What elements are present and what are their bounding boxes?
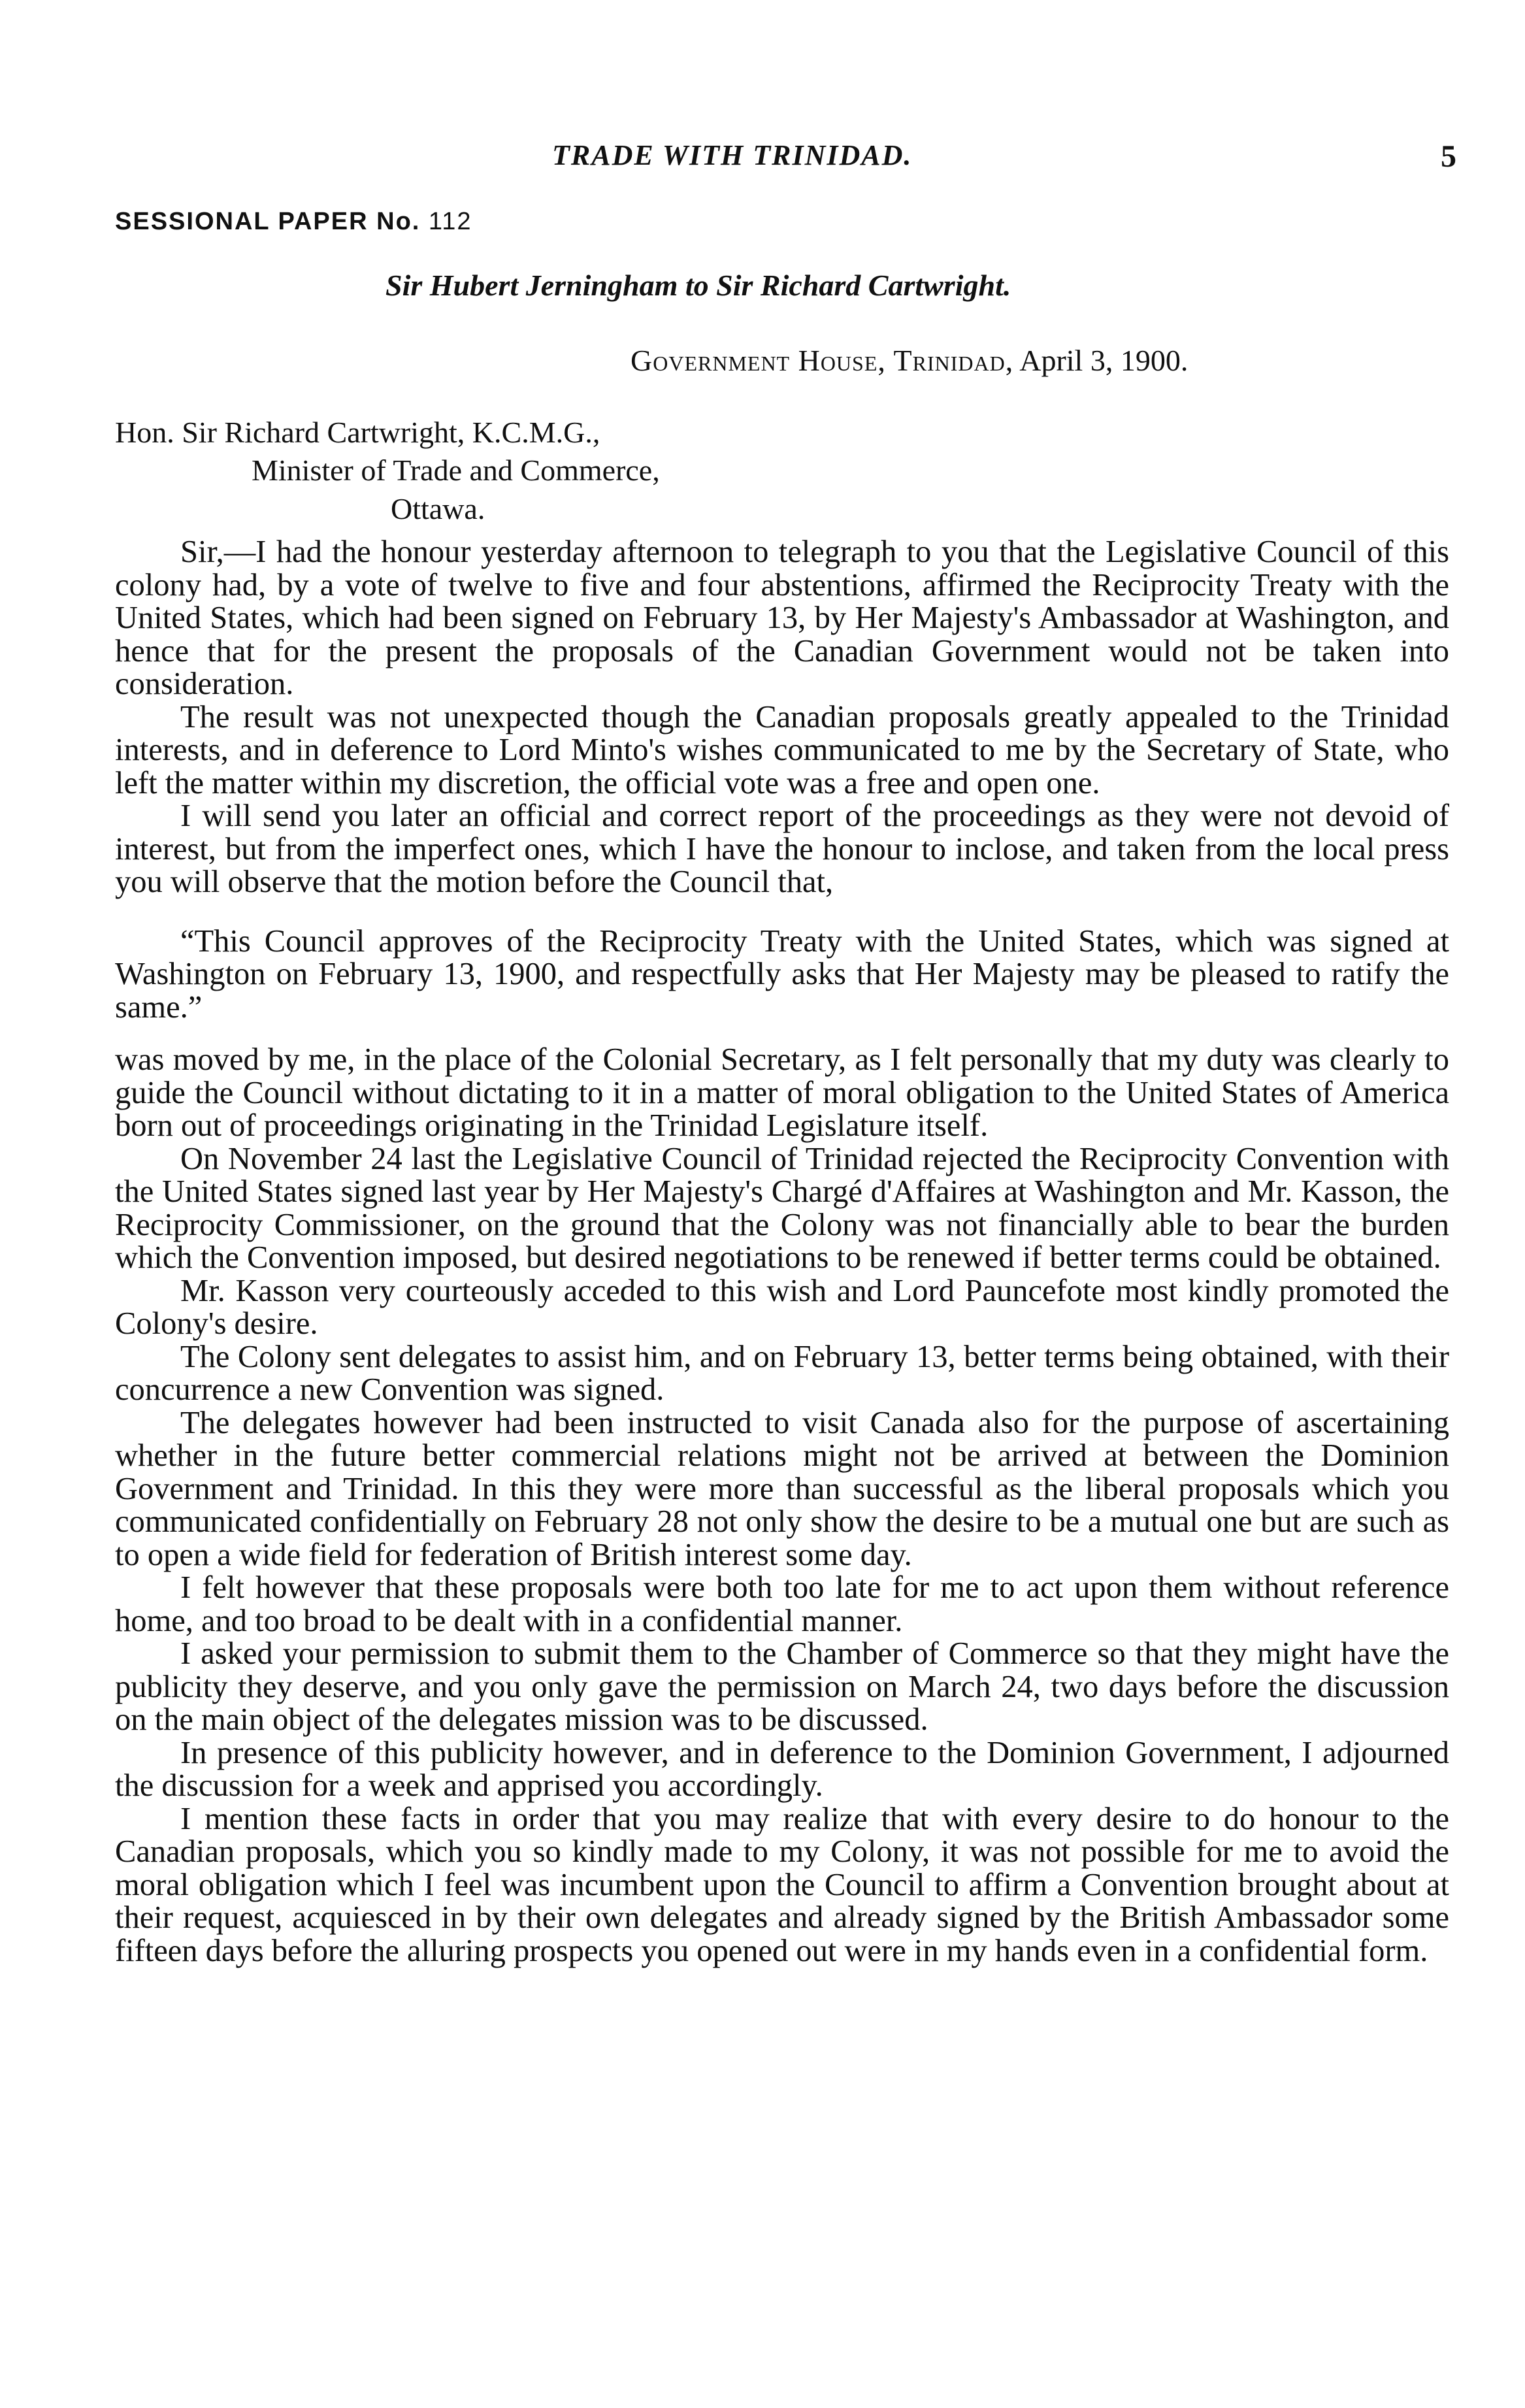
running-title: TRADE WITH TRINIDAD. xyxy=(552,139,913,171)
addressee-line-3: Ottawa. xyxy=(391,492,485,525)
paragraph: The result was not unexpected though the Canadian proposals greatly appealed to the Trinidad interests, and in deference to Lord Minto's wishes communicated to me by the Secretary of State, who left the matter within my discretion, the official vote was a free and open one. xyxy=(115,699,1449,800)
paragraph: I asked your permission to submit them to the Chamber of Commerce so that they might have the publicity they deserve, and you only gave the permission on March 24, two days before the discussion on the main object of the delegates mission was to be discussed. xyxy=(115,1636,1449,1737)
dateline-date: April 3, 1900. xyxy=(1019,344,1189,377)
paragraph: The delegates however had been instructed to visit Canada also for the purpose of ascertaining whether in the future better commercial relations might not be arrived at between the Dominion Government and Trinidad. In this they were more than successful as the liberal proposals which you communicated confidentially on February 28 not only show the desire to be a mutual one but are such as to open a wide field for federation of British interest some day. xyxy=(115,1405,1449,1572)
paragraph: On November 24 last the Legislative Council of Trinidad rejected the Reciprocity Convention with the United States signed last year by Her Majesty's Chargé d'Affaires at Washington and Mr. Kasson, the Reciprocity Commissioner, on the ground that the Colony was not financially able to bear the burden which the Convention imposed, but desired negotiations to be renewed if better terms could be obtained. xyxy=(115,1141,1449,1275)
paragraph: The Colony sent delegates to assist him, and on February 13, better terms being obtained, with their concurrence a new Convention was signed. xyxy=(115,1339,1449,1407)
paragraph: In presence of this publicity however, and in deference to the Dominion Government, I adjourned the discussion for a week and apprised you accordingly. xyxy=(115,1735,1449,1803)
paragraph: I mention these facts in order that you may realize that with every desire to do honour to the Canadian proposals, which you so kindly made to my Colony, it was not possible for me to avoid the moral obligation which I feel was incumbent upon the Council to affirm a Convention brought about at their request, acquiesced in by their own delegates and already signed by the British Ambassador some fifteen days before the alluring prospects you opened out were in my hands even in a confidential form. xyxy=(115,1801,1449,1968)
quoted-motion: “This Council approves of the Reciprocity Treaty with the United States, which was signed at Washington on February 13, 1900, and respectfully asks that Her Majesty may be pleased to ratify the same.” xyxy=(115,923,1449,1025)
sessional-number: 112 xyxy=(428,208,472,235)
paragraph-continuation: was moved by me, in the place of the Colonial Secretary, as I felt personally that my duty was clearly to guide the Council without dictating to it in a matter of moral obligation to the United States of America born out of proceedings originating in the Trinidad Legislature itself. xyxy=(115,1042,1449,1143)
addressee-line-2: Minister of Trade and Commerce, xyxy=(252,454,660,487)
addressee-line-1: Hon. Sir Richard Cartwright, K.C.M.G., xyxy=(115,416,600,449)
sessional-label-text: SESSIONAL PAPER No. xyxy=(115,208,421,235)
paragraph: I will send you later an official and correct report of the proceedings as they were not devoid of interest, but from the imperfect ones, which I have the honour to inclose, and taken from the local press you will observe that the motion before the Council that, xyxy=(115,799,1449,899)
dateline-place: Government House, Trinidad, xyxy=(631,344,1014,377)
paragraph: Mr. Kasson very courteously acceded to this wish and Lord Pauncefote most kindly promoted the Colony's desire. xyxy=(115,1273,1449,1341)
paragraph: I felt however that these proposals were both too late for me to act upon them without reference home, and too broad to be dealt with in a confidential manner. xyxy=(115,1570,1449,1638)
sessional-paper-label xyxy=(115,208,472,236)
paragraph: Sir,—I had the honour yesterday afternoon to telegraph to you that the Legislative Council of this colony had, by a vote of twelve to five and four abstentions, affirmed the Reciprocity Treaty with the United States, which had been signed on February 13, by Her Majesty's Ambassador at Washington, and hence that for the present the proposals of the Canadian Government would not be taken into consideration. xyxy=(115,535,1449,701)
page-number: 5 xyxy=(1441,139,1456,174)
letter-title: Sir Hubert Jerningham to Sir Richard Cartwright. xyxy=(385,269,1011,302)
dateline xyxy=(631,343,1188,378)
letter-body xyxy=(115,536,1449,1968)
